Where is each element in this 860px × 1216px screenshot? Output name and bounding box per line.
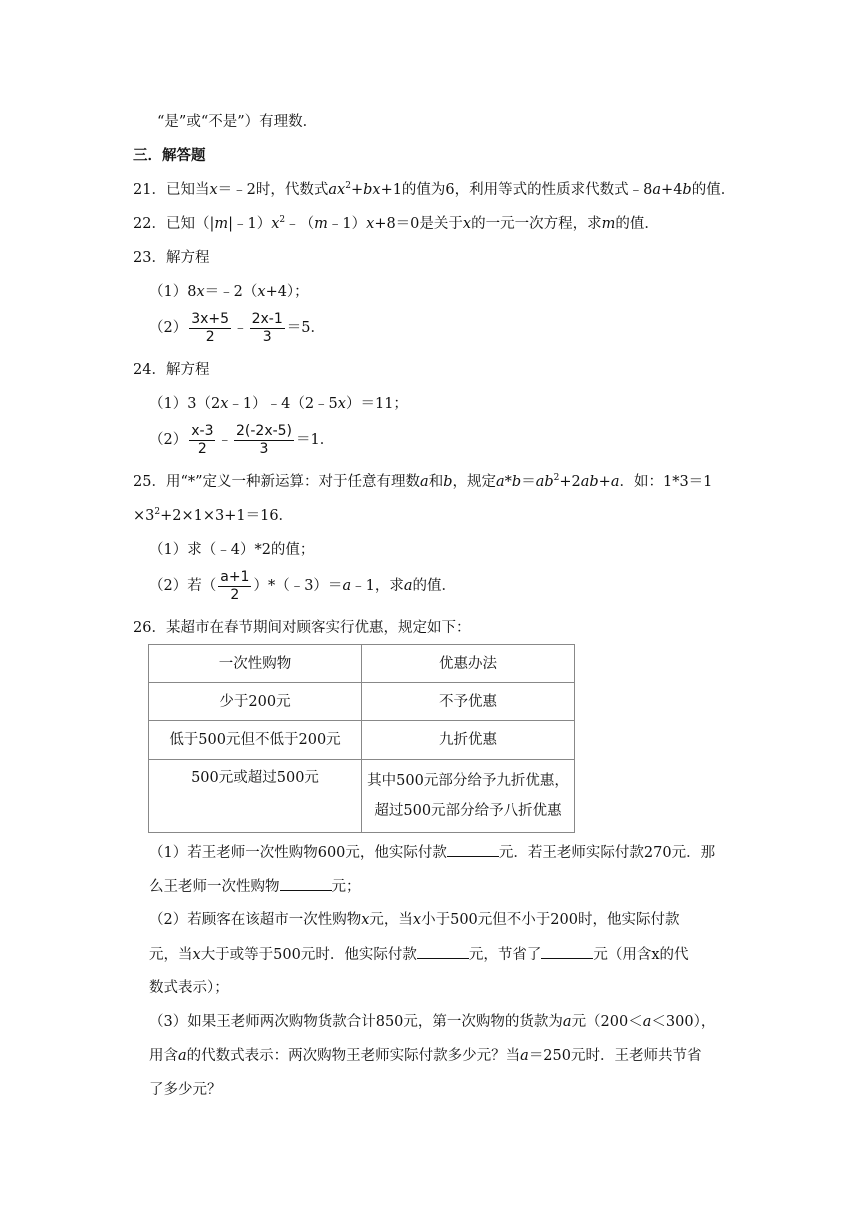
table-row (149, 760, 575, 833)
question-25-line1: 25．用“*”定义一种新运算：对于任意有理数a和b，规定$a*b=ab^2+2ab+a$．如：1*3＝1 (133, 473, 713, 490)
table-cell: 不予优惠 (362, 683, 575, 721)
fraction: $\frac{a+1}{2}$ (220, 568, 250, 603)
table-cell: 低于500元但不低于200元 (149, 721, 362, 760)
section-heading: 三．解答题 (133, 147, 206, 164)
table-cell (362, 760, 575, 833)
question-24-part1: （1）3（2x﹣1）﹣4（2﹣5x）＝11； (149, 396, 408, 412)
question-26-sub1-line2: 么王老师一次性购物 元； (149, 876, 361, 897)
question-26-sub1-line1: （1）若王老师一次性购物600元，他实际付款 元．若王老师实际付款270元．那 (149, 842, 715, 863)
question-24-part2: （2） $\frac{x-3}{2}$ ﹣ $\frac{2(-2x-5)}{3}$ ＝1． (149, 422, 335, 457)
question-26-sub3-line3: 了多少元？ (149, 1082, 222, 1098)
table-row (149, 683, 575, 721)
table-header-cell: 一次性购物 (149, 645, 362, 683)
question-23-part2: （2） $\frac{3x+5}{2}$ ﹣ $\frac{2x-1}{3}$ ＝5． (149, 310, 325, 345)
fraction: $\frac{2(-2x-5)}{3}$ (235, 422, 293, 457)
question-24-title: 24．解方程 (133, 362, 210, 378)
question-25-part1: （1）求（﹣4）*2的值； (149, 542, 315, 558)
table-row (149, 721, 575, 760)
question-26-sub3-line2: 用含a的代数式表示：两次购物王老师实际付款多少元？当a＝250元时．王老师共节省 (149, 1048, 702, 1064)
question-23-part1: （1）8x＝﹣2（x+4）； (149, 284, 309, 300)
table-cell: 九折优惠 (362, 721, 575, 760)
question-23-title: 23．解方程 (133, 250, 210, 266)
table-header-row (149, 645, 575, 683)
question-25-part2: （2）若（ $\frac{a+1}{2}$ ）*（﹣3）＝a﹣1，求a的值． (149, 568, 456, 603)
question-26-sub3-line1: （3）如果王老师两次购物货款合计850元，第一次购物的货款为a元（200＜a＜300）， (149, 1014, 716, 1030)
question-25-line2: $\times 3^2+2\times 1\times 3+1=16$． (133, 507, 294, 524)
question-26-sub2-line2: 元，当x大于或等于500元时．他实际付款 元，节省了 元（用含x的代 (149, 944, 689, 965)
discount-table (148, 644, 575, 833)
question-26-intro: 26．某超市在春节期间对顾客实行优惠，规定如下： (133, 620, 471, 636)
fraction: $\frac{x-3}{2}$ (191, 422, 214, 457)
fraction: $\frac{2x-1}{3}$ (251, 310, 283, 345)
intro-line: “是”或“不是”）有理数． (157, 114, 318, 130)
answer-blank[interactable] (541, 944, 593, 959)
question-26-sub2-line1: （2）若顾客在该超市一次性购物x元，当x小于500元但不小于200时，他实际付款 (149, 912, 680, 928)
table-cell: 少于200元 (149, 683, 362, 721)
fraction: $\frac{3x+5}{2}$ (191, 310, 230, 345)
question-22: 22．已知$(|m|﹣1)x^2﹣(m﹣1)x+8=0$是关于x的一元一次方程，求m的值． (133, 215, 659, 232)
answer-blank[interactable] (447, 842, 499, 857)
question-21: 21．已知当x＝﹣2时，代数式$ax^2+bx+1$的值为6，利用等式的性质求代数式﹣8a+4b的值． (133, 181, 736, 198)
answer-blank[interactable] (280, 876, 332, 891)
question-26-sub2-line3: 数式表示）； (149, 980, 229, 996)
table-cell: 500元或超过500元 (149, 760, 362, 833)
table-cell-line: 超过500元部分给予八折优惠 (374, 803, 562, 819)
answer-blank[interactable] (417, 944, 469, 959)
table-cell-line: 其中500元部分给予九折优惠， (367, 773, 569, 789)
table-header-cell: 优惠办法 (362, 645, 575, 683)
